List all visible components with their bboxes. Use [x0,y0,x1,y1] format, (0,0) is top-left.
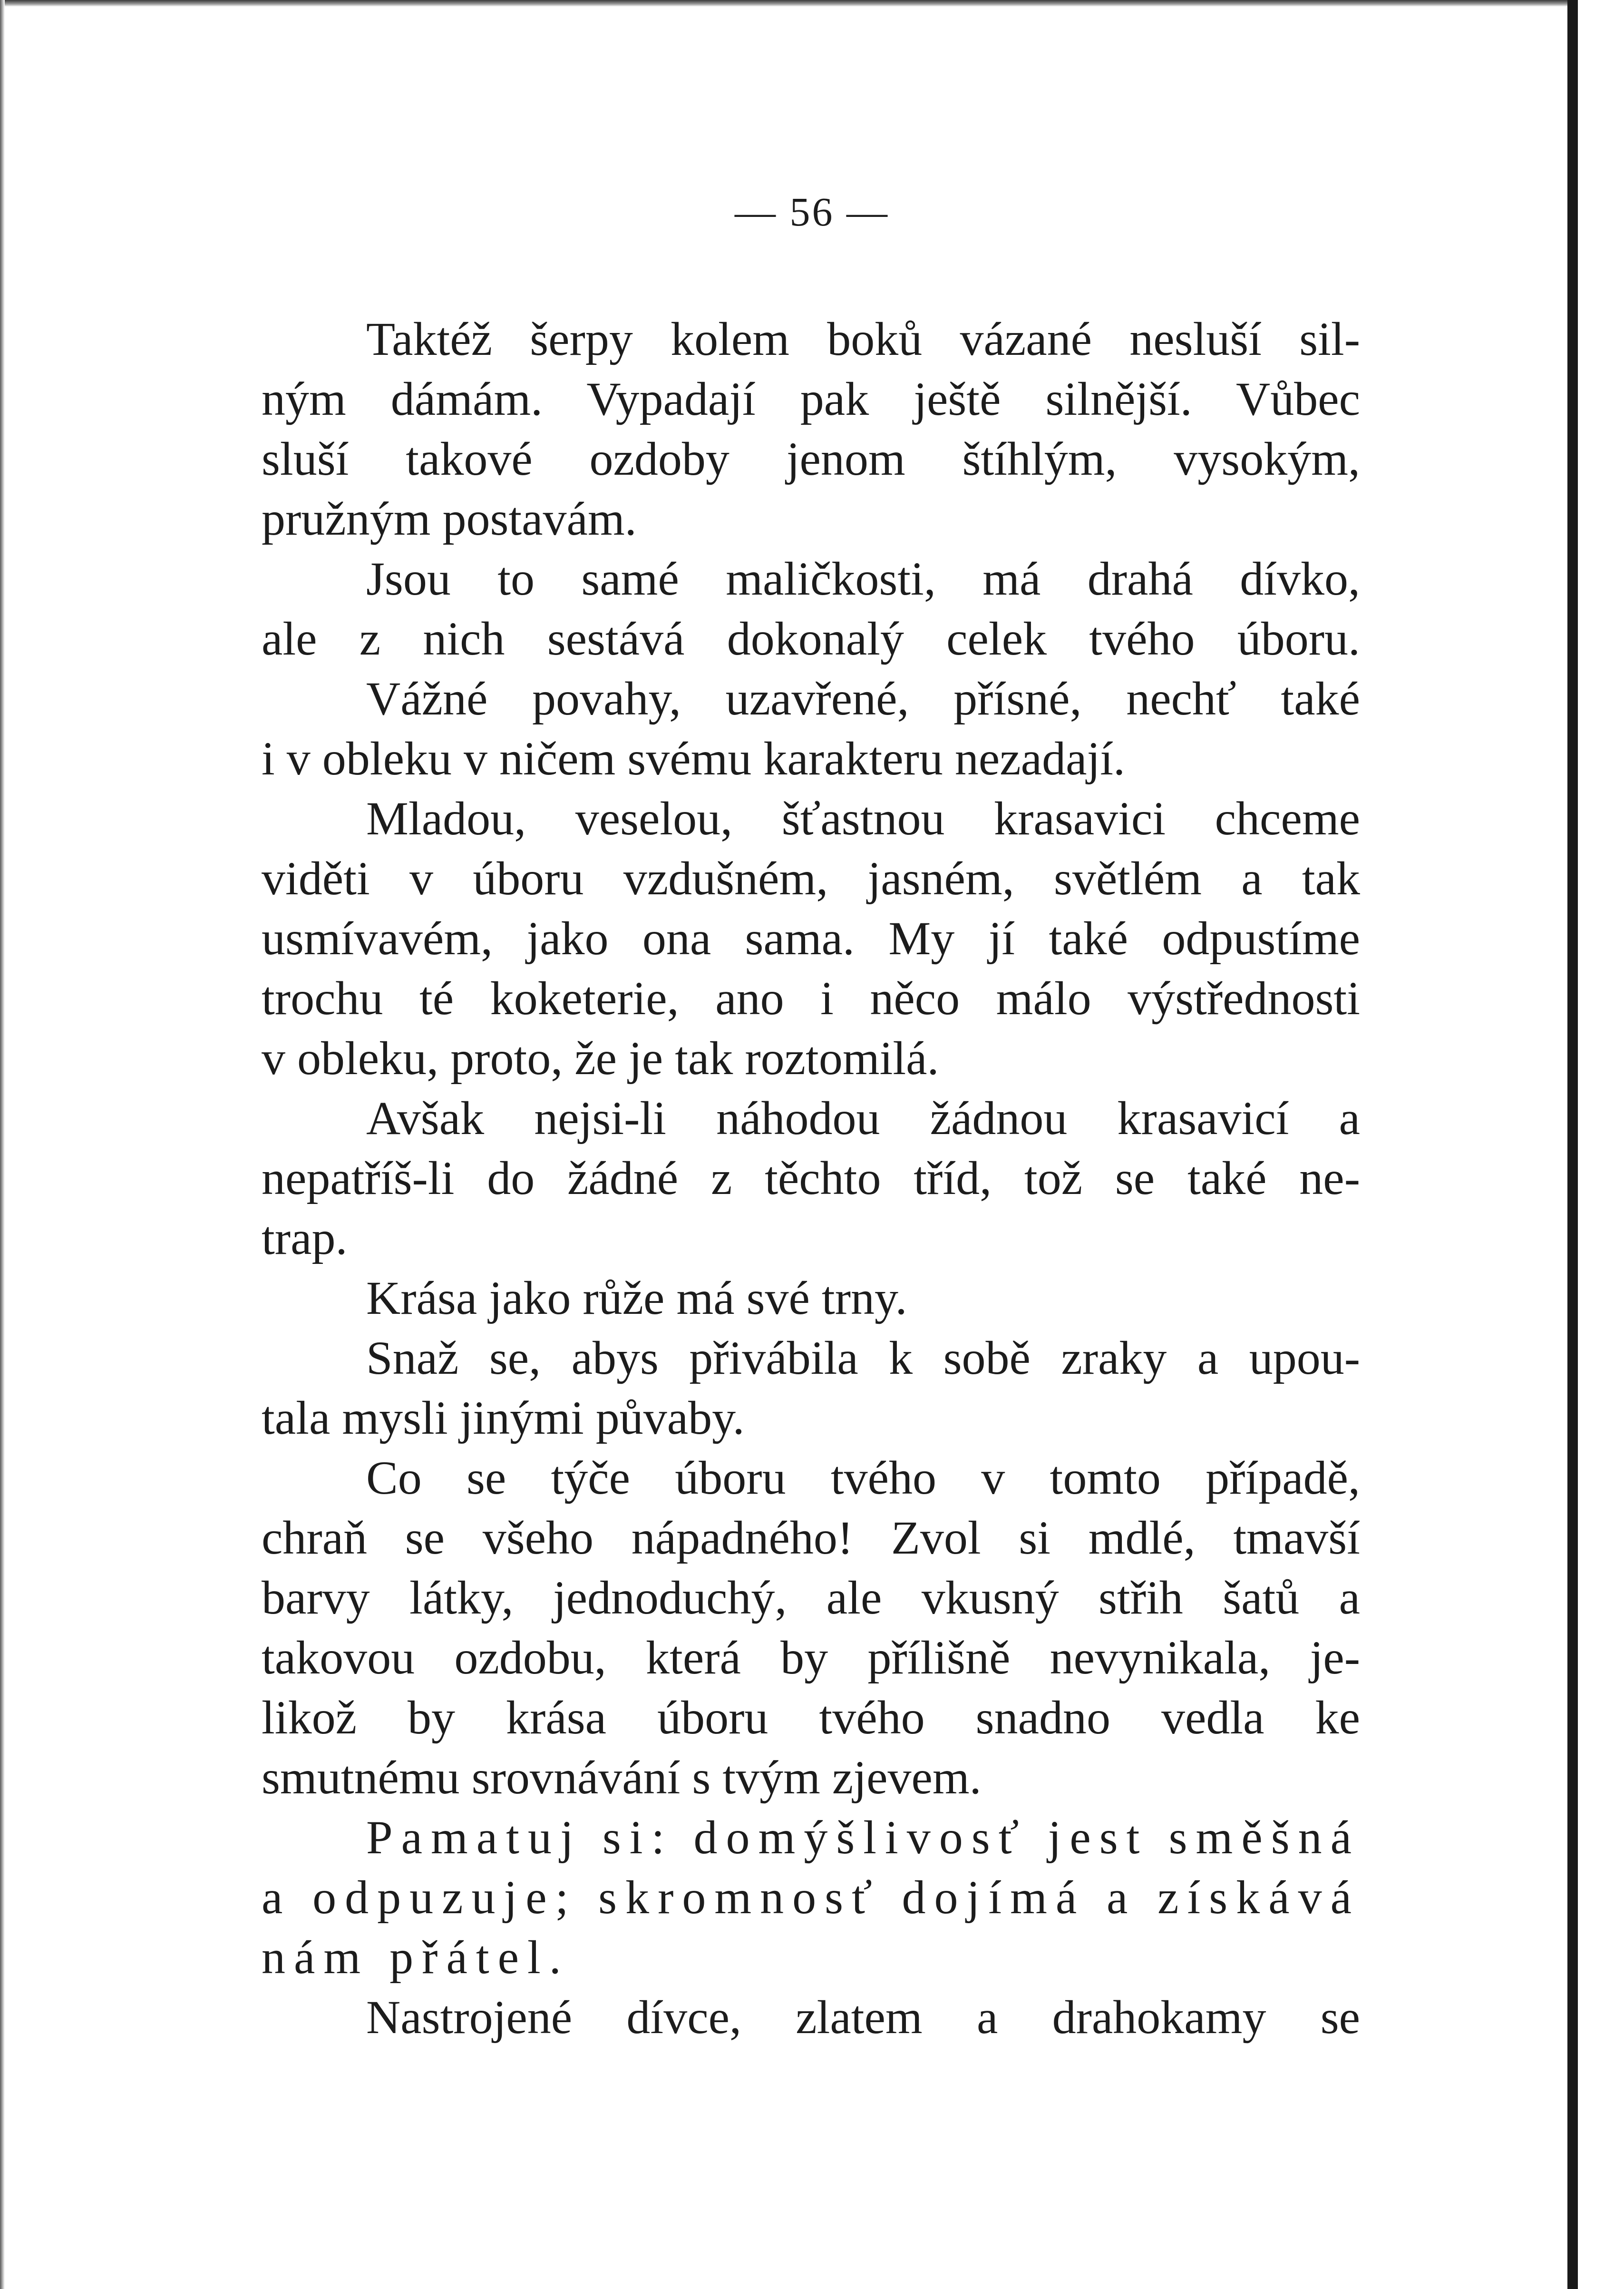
text-line: i v obleku v ničem svému karakteru nezadají. [262,732,1126,785]
text-line: likož by krása úboru tvého snadno vedla ke [262,1691,1360,1744]
scan-top-edge [0,0,1624,7]
text-line: ným dámám. Vypadají pak ještě silnější. Vůbec [262,372,1360,425]
text-line: tala mysli jinými půvaby. [262,1391,745,1444]
text-line: nám přátel. [262,1931,570,1984]
text-line: ale z nich sestává dokonalý celek tvého úboru. [262,612,1360,665]
text-line: Jsou to samé maličkosti, má drahá dívko, [366,552,1360,605]
text-line: Nastrojené dívce, zlatem a drahokamy se [366,1991,1360,2044]
text-line: Krása jako růže má své trny. [366,1272,907,1324]
text-line: nepatříš-li do žádné z těchto tříd, tož se také ne- [262,1152,1360,1204]
text-line: Taktéž šerpy kolem boků vázané nesluší sil- [366,313,1360,365]
scan-left-edge [0,0,5,2289]
text-line: trochu té koketerie, ano i něco málo výstřednosti [262,972,1360,1025]
text-line: Avšak nejsi-li náhodou žádnou krasavicí a [366,1092,1360,1144]
text-line: Mladou, veselou, šťastnou krasavici chceme [366,792,1360,845]
text-line: v obleku, proto, že je tak roztomilá. [262,1032,939,1085]
body-text [262,309,1360,2047]
text-line: barvy látky, jednoduchý, ale vkusný střih šatů a [262,1571,1360,1624]
text-line: Snaž se, abys přivábila k sobě zraky a upou- [366,1331,1360,1384]
text-line: viděti v úboru vzdušném, jasném, světlém a tak [262,852,1360,905]
text-line: takovou ozdobu, která by přílišně nevynikala, je- [262,1631,1360,1684]
text-line: a odpuzuje; skromnosť dojímá a získává [262,1871,1360,1924]
text-line: Co se týče úboru tvého v tomto případě, [366,1451,1360,1504]
text-line: trap. [262,1212,348,1264]
text-line: pružným postavám. [262,492,637,545]
scan-right-edge [1567,0,1579,2289]
text-line: smutnému srovnávání s tvým zjevem. [262,1751,982,1804]
text-line: usmívavém, jako ona sama. My jí také odpustíme [262,912,1360,965]
text-line: Vážné povahy, uzavřené, přísné, nechť také [366,672,1360,725]
text-line: chraň se všeho nápadného! Zvol si mdlé, tmavší [262,1511,1360,1564]
text-line: Pamatuj si: domýšlivosť jest směšná [366,1811,1360,1864]
text-line: sluší takové ozdoby jenom štíhlým, vysokým, [262,432,1360,485]
scan-margin [1578,0,1624,2289]
page-number: — 56 — [735,189,889,235]
